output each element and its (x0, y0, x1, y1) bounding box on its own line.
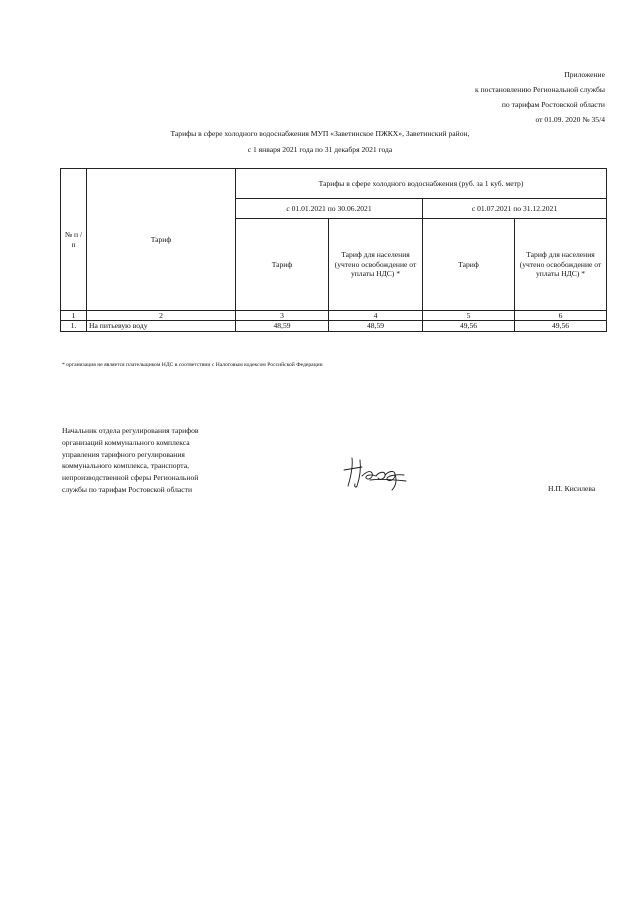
header-tariff: Тариф (87, 169, 236, 311)
column-number: 3 (236, 311, 329, 321)
column-number: 5 (423, 311, 515, 321)
signer-line: коммунального комплекса, транспорта, (62, 461, 189, 471)
column-number-row (61, 311, 607, 321)
appendix-line: к постановлению Региональной службы (474, 85, 605, 94)
column-number: 1 (61, 311, 87, 321)
vat-footnote: * организация не является плательщиком НДС в соответствии с Налоговым кодексом Российской Федерации (62, 362, 323, 368)
header-period-2: с 01.07.2021 по 31.12.2021 (423, 199, 607, 219)
appendix-header (360, 67, 605, 127)
header-period-1: с 01.01.2021 по 30.06.2021 (236, 199, 423, 219)
signer-line: Начальник отдела регулирования тарифов (62, 426, 199, 435)
header-col-tariff: Тариф (236, 219, 329, 311)
row-population-period-2: 49,56 (515, 321, 607, 331)
document-title: Тарифы в сфере холодного водоснабжения МУП «Заветинское ПЖКХ», Заветинский район, (170, 129, 470, 138)
signer-line: организаций коммунального комплекса (62, 437, 190, 447)
header-col-population: Тариф для населения (учтено освобождение от уплаты НДС) * (329, 219, 423, 311)
header-col-tariff: Тариф (423, 219, 515, 311)
row-tariff-period-2: 49,56 (423, 321, 515, 331)
appendix-line: от 01.09. 2020 № 35/4 (535, 115, 605, 124)
signer-line: непроизводственной сферы Региональной (62, 473, 199, 483)
row-name: На питьевую воду (87, 321, 236, 331)
signer-title (62, 425, 262, 496)
handwritten-signature (340, 450, 420, 492)
signer-line: управления тарифного регулирования (62, 449, 185, 459)
signer-line: службы по тарифам Ростовской области (62, 484, 193, 494)
header-group: Тарифы в сфере холодного водоснабжения (руб. за 1 куб. метр) (236, 169, 607, 199)
column-number: 4 (329, 311, 423, 321)
appendix-line: по тарифам Ростовской области (501, 100, 605, 109)
appendix-line: Приложение (564, 70, 605, 79)
header-num: № п /п (61, 169, 87, 311)
column-number: 6 (515, 311, 607, 321)
document-period: с 1 января 2021 года по 31 декабря 2021 года (247, 145, 393, 154)
row-population-period-1: 48,59 (329, 321, 423, 331)
row-num: 1. (61, 321, 87, 331)
table-row (61, 321, 607, 331)
signer-name: Н.П. Кисилева (548, 484, 596, 493)
tariff-table (60, 168, 607, 332)
header-col-population: Тариф для населения (учтено освобождение от уплаты НДС) * (515, 219, 607, 311)
row-tariff-period-1: 48,59 (236, 321, 329, 331)
column-number: 2 (87, 311, 236, 321)
